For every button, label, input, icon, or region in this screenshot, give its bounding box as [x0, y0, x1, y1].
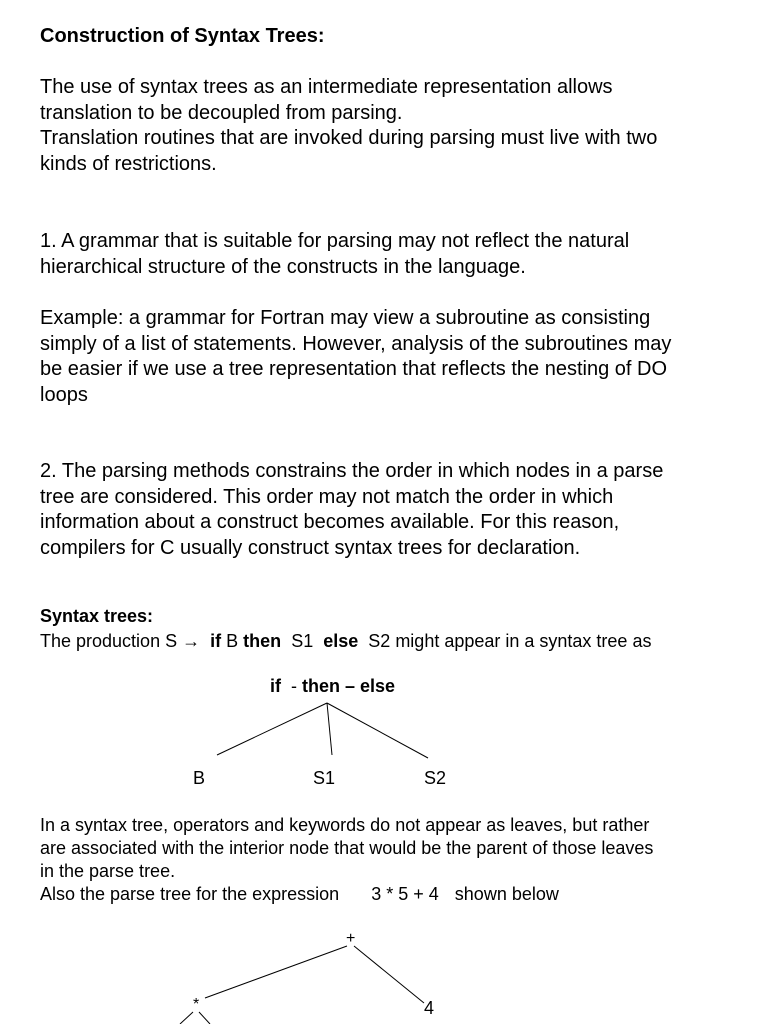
- point-2-line: information about a construct becomes available. For this reason,: [40, 511, 620, 533]
- tree1-leaf-b: B: [193, 768, 206, 788]
- example-line: loops: [40, 383, 88, 406]
- tree1-edge-s1: [327, 703, 332, 755]
- tree2-leaf-4: 4: [424, 998, 435, 1018]
- tree1-root-then-else: then – else: [302, 676, 396, 696]
- keyword-if: if: [210, 631, 222, 651]
- point-2-line: compilers for C usually construct syntax trees for declaration.: [40, 536, 581, 559]
- point-1-line: hierarchical structure of the constructs in the language.: [40, 255, 526, 278]
- page-title: Construction of Syntax Trees:: [40, 25, 325, 47]
- tree2-edge-4: [354, 946, 424, 1003]
- tree2-root-plus: +: [346, 930, 356, 947]
- expression-value: 3 * 5 + 4: [371, 884, 439, 904]
- example-line: simply of a list of statements. However, analysis of the subroutines may: [40, 332, 672, 355]
- intro-line: Translation routines that are invoked during parsing must live with two: [40, 127, 658, 149]
- tree1-root-dash: -: [291, 676, 298, 696]
- tree2-edge-star: [205, 946, 347, 998]
- point-1-line: 1. A grammar that is suitable for parsing may not reflect the natural: [40, 230, 630, 252]
- expression-prefix: Also the parse tree for the expression: [40, 884, 340, 904]
- point-2-line: 2. The parsing methods constrains the order in which nodes in a parse: [40, 460, 664, 482]
- explain-line: are associated with the interior node that would be the parent of those leaves: [40, 838, 654, 858]
- tree1-leaf-s2: S2: [424, 768, 447, 788]
- example-line: be easier if we use a tree representation that reflects the nesting of DO: [40, 358, 668, 380]
- intro-line: translation to be decoupled from parsing.: [40, 101, 403, 124]
- production-suffix: S2 might appear in a syntax tree as: [368, 631, 652, 651]
- example-line: Example: a grammar for Fortran may view a subroutine as consisting: [40, 307, 651, 329]
- expression-suffix: shown below: [454, 884, 559, 904]
- point-2-line: tree are considered. This order may not match the order in which: [40, 485, 614, 508]
- syntax-trees-heading: Syntax trees:: [40, 606, 154, 626]
- tree2-node-star: *: [193, 996, 200, 1013]
- intro-line: kinds of restrictions.: [40, 152, 217, 175]
- arrow-icon: →: [182, 631, 201, 651]
- tree1-leaf-s1: S1: [313, 768, 336, 788]
- tree1-edge-b: [217, 703, 327, 755]
- tree1-edge-s2: [327, 703, 428, 758]
- production-var-s1: S1: [291, 631, 314, 651]
- tree2-edge-star-right: [199, 1012, 210, 1024]
- production-prefix: The production S: [40, 631, 178, 651]
- keyword-then: then: [243, 631, 282, 651]
- tree2-edge-star-left: [180, 1012, 193, 1024]
- keyword-else: else: [323, 631, 359, 651]
- production-var-b: B: [226, 631, 239, 651]
- tree1-root-if: if: [270, 676, 281, 696]
- explain-line: In a syntax tree, operators and keywords do not appear as leaves, but rather: [40, 815, 650, 835]
- intro-line: The use of syntax trees as an intermediate representation allows: [40, 76, 613, 98]
- explain-line: in the parse tree.: [40, 861, 176, 881]
